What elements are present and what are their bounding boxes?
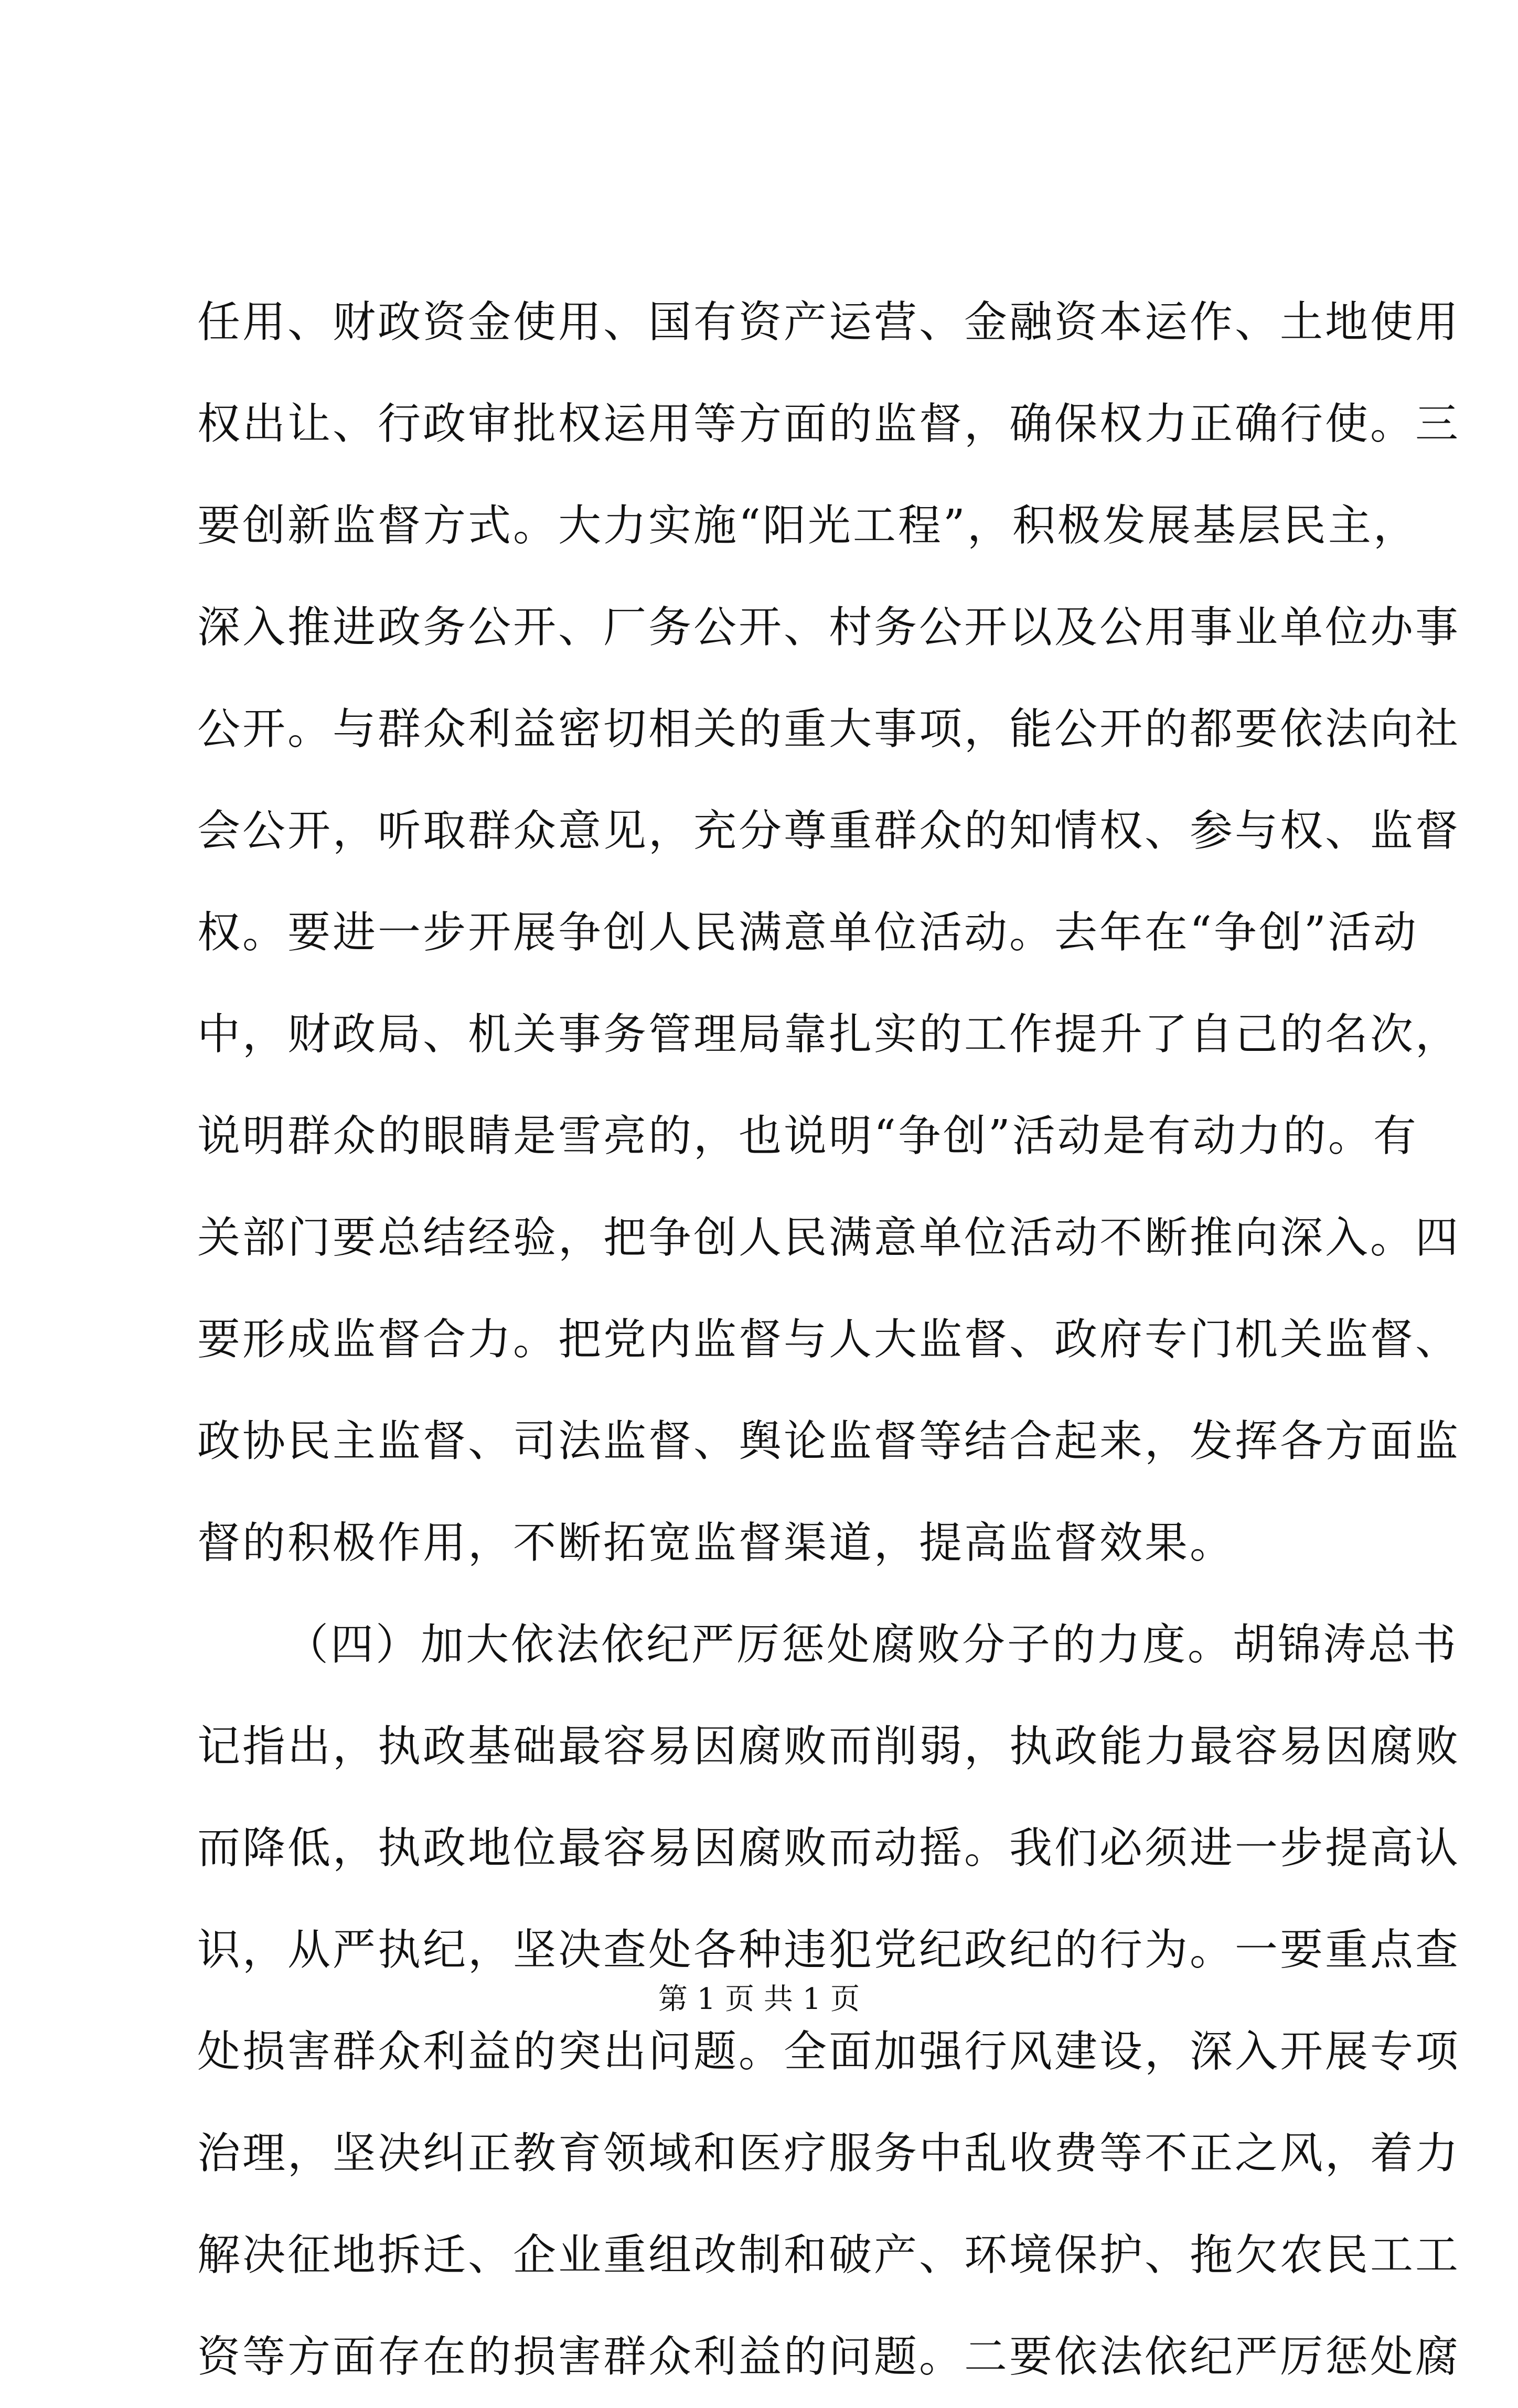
text-line: 关部门要总结经验，把争创人民满意单位活动不断推向深入。四 xyxy=(197,1213,1461,1263)
text-line: 权出让、行政审批权运用等方面的监督，确保权力正确行使。三 xyxy=(197,399,1461,449)
text-line: 解决征地拆迁、企业重组改制和破产、环境保护、拖欠农民工工 xyxy=(197,2230,1461,2280)
text-line: 政协民主监督、司法监督、舆论监督等结合起来，发挥各方面监 xyxy=(197,1416,1461,1466)
text-line: 说明群众的眼睛是雪亮的，也说明“争创”活动是有动力的。有 xyxy=(197,1111,1418,1161)
text-line: 处损害群众利益的突出问题。全面加强行风建设，深入开展专项 xyxy=(197,2027,1461,2077)
text-line: 深入推进政务公开、厂务公开、村务公开以及公用事业单位办事 xyxy=(197,603,1461,652)
text-line: 会公开，听取群众意见，充分尊重群众的知情权、参与权、监督 xyxy=(197,806,1461,856)
text-line: 任用、财政资金使用、国有资产运营、金融资本运作、土地使用 xyxy=(197,297,1461,347)
text-line: 要形成监督合力。把党内监督与人大监督、政府专门机关监督、 xyxy=(197,1315,1461,1364)
text-line: 资等方面存在的损害群众利益的问题。二要依法依纪严厉惩处腐 xyxy=(197,2332,1461,2382)
page-footer: 第 1 页 共 1 页 xyxy=(658,1982,860,2016)
body-text xyxy=(197,272,1461,2408)
text-line: 权。要进一步开展争创人民满意单位活动。去年在“争创”活动 xyxy=(197,908,1418,958)
text-line: 督的积极作用，不断拓宽监督渠道，提高监督效果。 xyxy=(197,1518,1235,1568)
paragraph-start-line: （四）加大依法依纪严厉惩处腐败分子的力度。胡锦涛总书 xyxy=(285,1620,1459,1670)
text-line: 记指出，执政基础最容易因腐败而削弱，执政能力最容易因腐败 xyxy=(197,1722,1461,1771)
text-line: 要创新监督方式。大力实施“阳光工程”，积极发展基层民主， xyxy=(197,501,1418,551)
text-line: 而降低，执政地位最容易因腐败而动摇。我们必须进一步提高认 xyxy=(197,1823,1461,1873)
text-line: 公开。与群众利益密切相关的重大事项，能公开的都要依法向社 xyxy=(197,704,1461,754)
text-line: 中，财政局、机关事务管理局靠扎实的工作提升了自己的名次， xyxy=(197,1009,1461,1059)
text-line: 治理，坚决纠正教育领域和医疗服务中乱收费等不正之风，着力 xyxy=(197,2128,1461,2178)
text-line: 识，从严执纪，坚决查处各种违犯党纪政纪的行为。一要重点查 xyxy=(197,1925,1461,1975)
